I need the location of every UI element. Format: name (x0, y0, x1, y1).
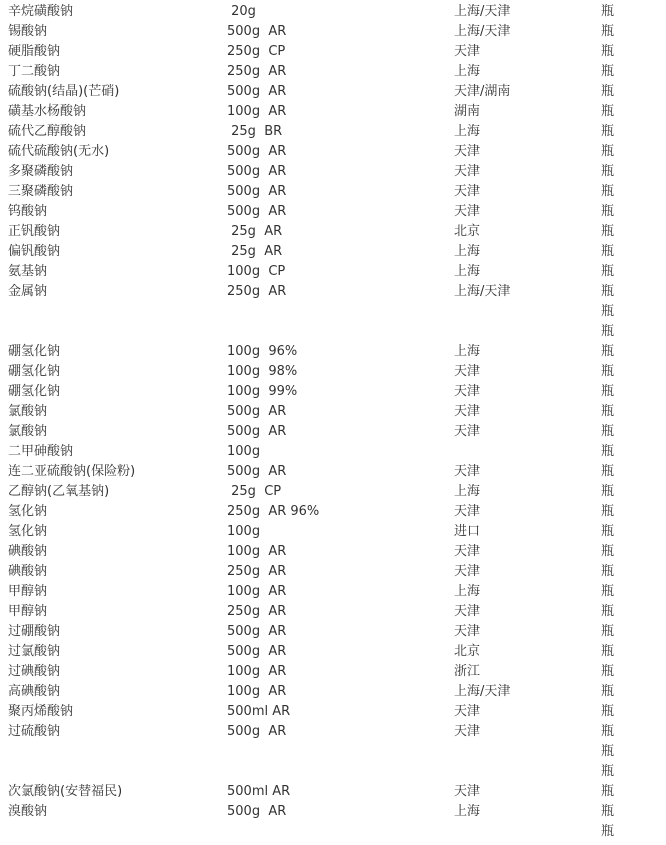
product-unit: 瓶 (601, 784, 615, 799)
product-unit: 瓶 (601, 124, 615, 139)
table-row (0, 382, 666, 402)
product-name: 丁二酸钠 (8, 64, 61, 79)
table-row (0, 102, 666, 122)
product-spec: 250g AR 96% (227, 504, 320, 519)
product-origin: 天津 (454, 404, 481, 419)
product-unit: 瓶 (601, 364, 615, 379)
product-name: 碘酸钠 (8, 544, 48, 559)
product-spec: 25g CP (227, 484, 282, 499)
product-unit: 瓶 (601, 184, 615, 199)
product-unit: 瓶 (601, 264, 615, 279)
product-origin: 天津 (454, 164, 481, 179)
table-row (0, 242, 666, 262)
product-spec: 250g CP (227, 44, 286, 59)
table-row (0, 182, 666, 202)
product-unit: 瓶 (601, 484, 615, 499)
product-name: 氢化钠 (8, 504, 48, 519)
product-spec: 500g AR (227, 404, 287, 419)
product-spec: 250g AR (227, 64, 287, 79)
product-origin: 天津 (454, 204, 481, 219)
table-row (0, 302, 666, 322)
product-origin: 上海 (454, 584, 481, 599)
product-spec: 500g AR (227, 84, 287, 99)
product-spec: 250g AR (227, 284, 287, 299)
product-unit: 瓶 (601, 404, 615, 419)
table-row (0, 462, 666, 482)
product-name: 聚丙烯酸钠 (8, 704, 74, 719)
product-origin: 北京 (454, 644, 481, 659)
product-name: 辛烷磺酸钠 (8, 4, 74, 19)
product-name: 氯酸钠 (8, 424, 48, 439)
product-origin: 天津 (454, 144, 481, 159)
product-spec: 500g AR (227, 804, 287, 819)
product-spec: 100g 98% (227, 364, 298, 379)
product-unit: 瓶 (601, 564, 615, 579)
table-row (0, 782, 666, 802)
product-origin: 天津 (454, 384, 481, 399)
table-row (0, 142, 666, 162)
product-spec: 250g AR (227, 604, 287, 619)
table-row (0, 522, 666, 542)
product-name: 硼氢化钠 (8, 384, 61, 399)
product-spec: 500g AR (227, 464, 287, 479)
table-row (0, 702, 666, 722)
product-unit: 瓶 (601, 244, 615, 259)
table-row (0, 122, 666, 142)
product-name: 磺基水杨酸钠 (8, 104, 87, 119)
product-name: 甲醇钠 (8, 584, 48, 599)
product-spec: 100g CP (227, 264, 286, 279)
product-unit: 瓶 (601, 644, 615, 659)
product-spec: 500ml AR (227, 784, 291, 799)
product-name: 氢化钠 (8, 524, 48, 539)
product-origin: 进口 (454, 524, 481, 539)
table-row (0, 502, 666, 522)
table-row (0, 82, 666, 102)
product-name: 连二亚硫酸钠(保险粉) (8, 464, 136, 479)
product-unit: 瓶 (601, 624, 615, 639)
table-row (0, 562, 666, 582)
product-origin: 北京 (454, 224, 481, 239)
product-unit: 瓶 (601, 504, 615, 519)
product-origin: 上海 (454, 804, 481, 819)
product-unit: 瓶 (601, 84, 615, 99)
product-spec: 100g AR (227, 664, 287, 679)
product-origin: 天津 (454, 424, 481, 439)
product-spec: 500g AR (227, 204, 287, 219)
product-name: 乙醇钠(乙氧基钠) (8, 484, 110, 499)
product-name: 正钒酸钠 (8, 224, 61, 239)
product-unit: 瓶 (601, 24, 615, 39)
product-name: 锡酸钠 (8, 24, 48, 39)
product-unit: 瓶 (601, 744, 615, 759)
product-spec: 500g AR (227, 184, 287, 199)
product-origin: 天津 (454, 44, 481, 59)
product-spec: 100g 99% (227, 384, 298, 399)
table-row (0, 202, 666, 222)
product-spec: 100g (227, 524, 261, 539)
table-row (0, 682, 666, 702)
table-row (0, 42, 666, 62)
table-row (0, 62, 666, 82)
product-spec: 500g AR (227, 24, 287, 39)
product-origin: 天津 (454, 604, 481, 619)
product-spec: 500g AR (227, 624, 287, 639)
product-name: 硬脂酸钠 (8, 44, 61, 59)
product-spec: 500g AR (227, 424, 287, 439)
product-name: 高碘酸钠 (8, 684, 61, 699)
table-row (0, 282, 666, 302)
product-origin: 天津 (454, 184, 481, 199)
product-unit: 瓶 (601, 424, 615, 439)
product-unit: 瓶 (601, 224, 615, 239)
table-row (0, 162, 666, 182)
product-origin: 天津 (454, 624, 481, 639)
product-spec: 25g BR (227, 124, 283, 139)
product-origin: 上海 (454, 244, 481, 259)
table-row (0, 422, 666, 442)
product-spec: 500g AR (227, 164, 287, 179)
product-origin: 上海/天津 (454, 24, 511, 39)
product-spec: 500g AR (227, 144, 287, 159)
product-unit: 瓶 (601, 664, 615, 679)
product-name: 碘酸钠 (8, 564, 48, 579)
product-name: 过碘酸钠 (8, 664, 61, 679)
product-origin: 天津 (454, 704, 481, 719)
table-row (0, 582, 666, 602)
table-row (0, 22, 666, 42)
product-name: 过硼酸钠 (8, 624, 61, 639)
product-spec: 250g AR (227, 564, 287, 579)
table-row (0, 602, 666, 622)
table-row (0, 542, 666, 562)
product-unit: 瓶 (601, 284, 615, 299)
table-row (0, 822, 666, 842)
product-spec: 500g AR (227, 724, 287, 739)
product-origin: 上海 (454, 124, 481, 139)
product-name: 钨酸钠 (8, 204, 48, 219)
product-spec: 25g AR (227, 244, 283, 259)
table-row (0, 262, 666, 282)
product-name: 过氯酸钠 (8, 644, 61, 659)
table-row (0, 2, 666, 22)
product-origin: 上海/天津 (454, 284, 511, 299)
product-name: 硼氢化钠 (8, 344, 61, 359)
product-unit: 瓶 (601, 344, 615, 359)
product-name: 多聚磷酸钠 (8, 164, 74, 179)
product-unit: 瓶 (601, 544, 615, 559)
product-name: 硼氢化钠 (8, 364, 61, 379)
product-origin: 上海 (454, 264, 481, 279)
product-name: 硫代乙醇酸钠 (8, 124, 87, 139)
table-row (0, 642, 666, 662)
product-spec: 20g (227, 4, 256, 19)
product-spec: 25g AR (227, 224, 283, 239)
product-origin: 上海/天津 (454, 4, 511, 19)
product-origin: 天津 (454, 724, 481, 739)
table-row (0, 742, 666, 762)
table-row (0, 662, 666, 682)
product-unit: 瓶 (601, 704, 615, 719)
product-origin: 天津 (454, 544, 481, 559)
product-unit: 瓶 (601, 604, 615, 619)
product-spec: 100g AR (227, 584, 287, 599)
product-name: 次氯酸钠(安替福民) (8, 784, 123, 799)
product-origin: 天津/湖南 (454, 84, 511, 99)
product-origin: 天津 (454, 564, 481, 579)
product-name: 氨基钠 (8, 264, 48, 279)
product-unit: 瓶 (601, 164, 615, 179)
product-spec: 500g AR (227, 644, 287, 659)
table-row (0, 402, 666, 422)
product-origin: 浙江 (454, 664, 481, 679)
product-unit: 瓶 (601, 64, 615, 79)
product-unit: 瓶 (601, 464, 615, 479)
product-origin: 天津 (454, 464, 481, 479)
product-spec: 100g AR (227, 684, 287, 699)
product-origin: 天津 (454, 364, 481, 379)
product-unit: 瓶 (601, 824, 615, 839)
table-row (0, 222, 666, 242)
product-unit: 瓶 (601, 104, 615, 119)
product-unit: 瓶 (601, 384, 615, 399)
table-row (0, 722, 666, 742)
table-row (0, 442, 666, 462)
product-origin: 湖南 (454, 104, 481, 119)
product-name: 偏钒酸钠 (8, 244, 61, 259)
product-unit: 瓶 (601, 804, 615, 819)
product-unit: 瓶 (601, 4, 615, 19)
product-spec: 100g (227, 444, 261, 459)
table-row (0, 482, 666, 502)
product-unit: 瓶 (601, 524, 615, 539)
table-row (0, 322, 666, 342)
product-unit: 瓶 (601, 144, 615, 159)
product-origin: 上海 (454, 64, 481, 79)
table-row (0, 362, 666, 382)
product-unit: 瓶 (601, 204, 615, 219)
table-row (0, 762, 666, 782)
product-name: 溴酸钠 (8, 804, 48, 819)
table-row (0, 342, 666, 362)
product-name: 甲醇钠 (8, 604, 48, 619)
product-origin: 上海/天津 (454, 684, 511, 699)
product-spec: 100g AR (227, 544, 287, 559)
product-unit: 瓶 (601, 444, 615, 459)
product-unit: 瓶 (601, 764, 615, 779)
product-table (0, 2, 666, 842)
product-name: 三聚磷酸钠 (8, 184, 74, 199)
product-unit: 瓶 (601, 724, 615, 739)
product-name: 硫代硫酸钠(无水) (8, 144, 110, 159)
product-name: 硫酸钠(结晶)(芒硝) (8, 84, 120, 99)
product-unit: 瓶 (601, 324, 615, 339)
product-name: 金属钠 (8, 284, 48, 299)
table-row (0, 802, 666, 822)
product-unit: 瓶 (601, 304, 615, 319)
product-unit: 瓶 (601, 44, 615, 59)
product-name: 过硫酸钠 (8, 724, 61, 739)
product-origin: 上海 (454, 484, 481, 499)
product-unit: 瓶 (601, 584, 615, 599)
product-origin: 天津 (454, 784, 481, 799)
product-spec: 500ml AR (227, 704, 291, 719)
product-name: 氯酸钠 (8, 404, 48, 419)
product-name: 二甲砷酸钠 (8, 444, 74, 459)
product-unit: 瓶 (601, 684, 615, 699)
product-origin: 上海 (454, 344, 481, 359)
product-spec: 100g 96% (227, 344, 298, 359)
product-origin: 天津 (454, 504, 481, 519)
table-row (0, 622, 666, 642)
product-spec: 100g AR (227, 104, 287, 119)
